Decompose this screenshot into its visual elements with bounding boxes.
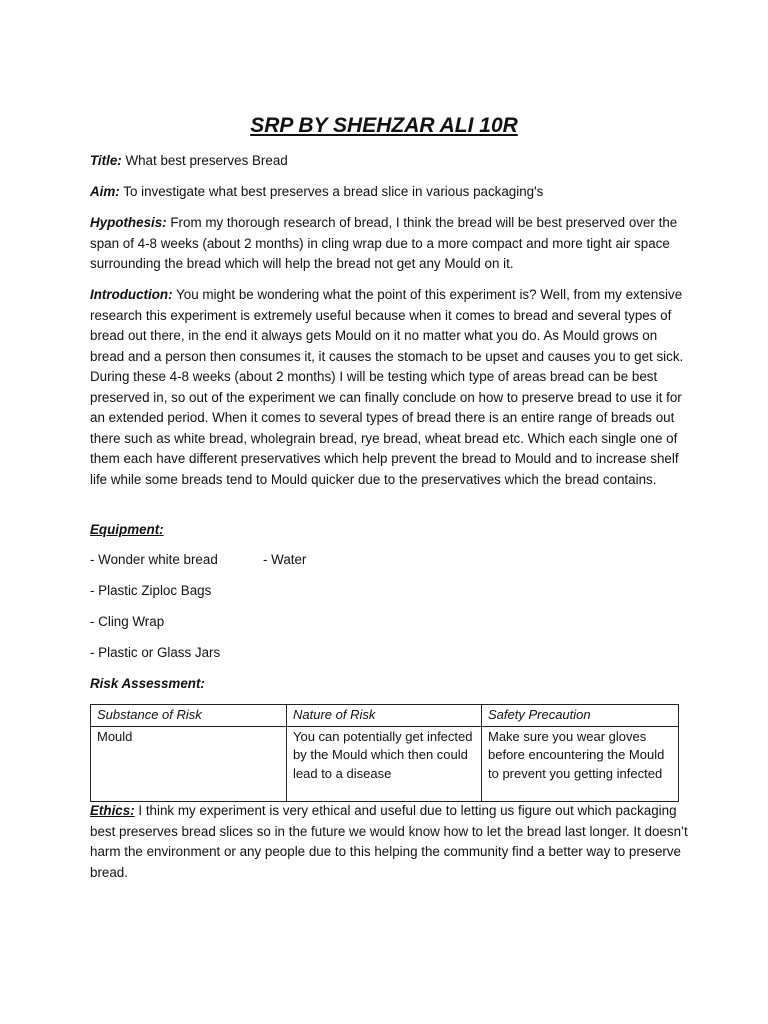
ethics-label: Ethics: xyxy=(90,803,135,818)
title-paragraph xyxy=(90,151,690,172)
title-label: Title: xyxy=(90,153,122,168)
risk-assessment-table xyxy=(90,704,679,802)
aim-label: Aim: xyxy=(90,184,120,199)
column-header: Safety Precaution xyxy=(482,705,679,727)
equipment-heading: Equipment: xyxy=(90,522,164,537)
hypothesis-label: Hypothesis: xyxy=(90,215,167,230)
equipment-item: - Wonder white bread xyxy=(90,552,218,567)
equipment-item: - Plastic or Glass Jars xyxy=(90,645,221,660)
document-title: SRP BY SHEHZAR ALI 10R xyxy=(250,114,518,137)
table-cell: You can potentially get infected by the Mould which then could lead to a disease xyxy=(287,726,482,801)
ethics-text: I think my experiment is very ethical and useful due to letting us figure out which packaging best preserves bread slices so in the future we would know how to let the bread last longer. It doesn’t harm the environment or any people due to this helping the community find a better way to preserve bread. xyxy=(90,803,688,880)
equipment-item: - Cling Wrap xyxy=(90,614,165,629)
table-header-row xyxy=(91,705,679,727)
table-cell: Make sure you wear gloves before encountering the Mould to prevent you getting infected xyxy=(482,726,679,801)
table-cell: Mould xyxy=(91,726,287,801)
risk-assessment-heading: Risk Assessment: xyxy=(90,676,205,691)
hypothesis-paragraph xyxy=(90,213,690,275)
title-text: What best preserves Bread xyxy=(121,153,288,168)
introduction-label: Introduction: xyxy=(90,287,173,302)
equipment-item: - Water xyxy=(263,552,307,567)
aim-text: To investigate what best preserves a bread slice in various packaging's xyxy=(119,184,544,199)
introduction-paragraph xyxy=(90,285,690,490)
aim-paragraph xyxy=(90,182,690,203)
column-header: Nature of Risk xyxy=(287,705,482,727)
table-row xyxy=(91,726,679,801)
introduction-text: You might be wondering what the point of this experiment is? Well, from my extensive research this experiment is extremely useful because when it comes to bread and several types of bread out there, in the end it always gets Mould on it no matter what you do. As Mould grows on bread and a person then consumes it, it causes the stomach to be upset and causes you to get sick. During these 4-8 weeks (about 2 months) I will be testing which type of areas bread can be best preserved in, so out of the experiment we can finally conclude on how to preserve bread to use it for an extended period. When it comes to several types of bread there is an entire range of breads out there such as white bread, wholegrain bread, rye bread, wheat bread etc. Which each single one of them each have different preservatives which help prevent the bread to Mould and to increase shelf life while some breads tend to Mould quicker due to the preservatives which the bread contains. xyxy=(90,287,684,487)
equipment-item: - Plastic Ziploc Bags xyxy=(90,583,212,598)
hypothesis-text: From my thorough research of bread, I think the bread will be best preserved over the span of 4-8 weeks (about 2 months) in cling wrap due to a more compact and more tight air space surrounding the bread which will help the bread not get any Mould on it. xyxy=(90,215,678,271)
ethics-paragraph xyxy=(90,801,690,883)
column-header: Substance of Risk xyxy=(91,705,287,727)
